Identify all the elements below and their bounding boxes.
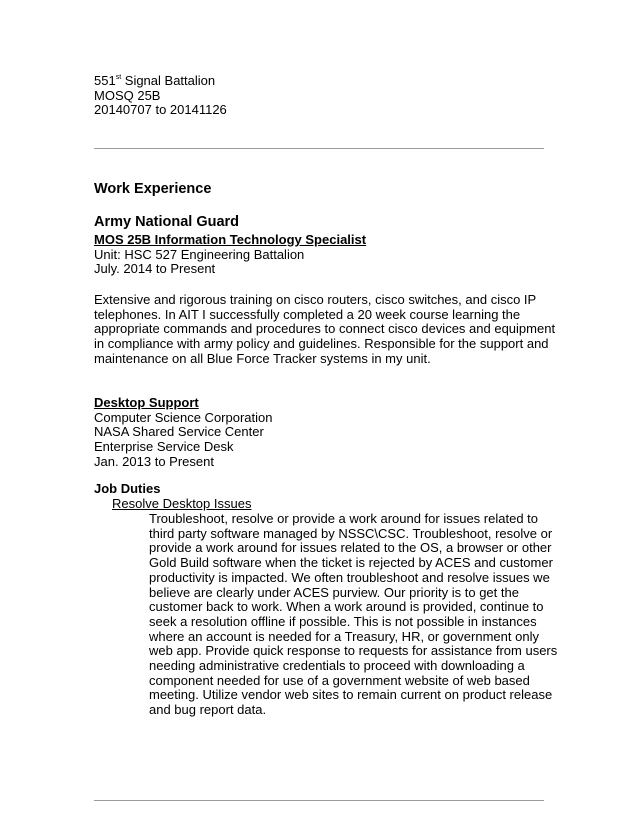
duty-line: Troubleshoot, resolve or provide a work around for issues related to (149, 511, 538, 526)
employer-line: Computer Science Corporation (94, 409, 273, 425)
army-description (94, 293, 555, 367)
army-job-title: MOS 25B Information Technology Specialist (94, 232, 367, 247)
duty-line: third party software managed by NSSC\CSC. Troubleshoot, resolve or (149, 525, 553, 541)
army-unit: Unit: HSC 527 Engineering Battalion (94, 246, 305, 262)
duty-line: productivity is impacted. We often troubleshoot and resolve issues we (149, 569, 550, 585)
duty-line: needing administrative credentials to proceed with downloading a (149, 658, 525, 674)
army-desc-line: telephones. In AIT I successfully completed a 20 week course learning the (94, 306, 521, 322)
army-desc-line: in compliance with army policy and guidelines. Responsible for the support and (94, 336, 549, 352)
duty-line: web app. Provide quick response to requests for assistance from users (149, 643, 558, 659)
duty-line: customer back to work. When a work around is provided, continue to (149, 599, 544, 615)
unit-number: 551 (94, 73, 116, 88)
unit-name: Signal Battalion (121, 73, 216, 88)
duty-line: and bug report data. (149, 702, 267, 718)
duty-line: meeting. Utilize vendor web sites to remain current on product release (149, 687, 553, 703)
divider-top (94, 148, 544, 149)
army-details (94, 233, 366, 277)
header-block (94, 74, 227, 118)
divider-bottom (94, 800, 544, 801)
army-desc-line: maintenance on all Blue Force Tracker systems in my unit. (94, 350, 431, 366)
duty-line: component needed for use of a government website of web based (149, 672, 530, 688)
army-org-heading: Army National Guard (94, 214, 240, 230)
army-desc-line: appropriate commands and procedures to connect cisco devices and equipment (94, 321, 556, 337)
job-duties-heading: Job Duties (94, 481, 161, 496)
employer-line: Enterprise Service Desk (94, 439, 234, 455)
employer-dates: Jan. 2013 to Present (94, 453, 214, 469)
unit-number-suffix: st (115, 73, 122, 81)
mosq-line: MOSQ 25B (94, 87, 161, 103)
duty-title: Resolve Desktop Issues (112, 496, 252, 511)
dates-line: 20140707 to 20141126 (94, 102, 227, 118)
duty-description (149, 512, 557, 718)
duty-line: Gold Build software when the ticket is rejected by ACES and customer (149, 555, 553, 571)
duty-line: believe are clearly under ACES purview. Our priority is to get the (149, 584, 519, 600)
unit-line (94, 74, 227, 89)
work-experience-heading: Work Experience (94, 181, 212, 197)
duty-line: provide a work around for issues related to the OS, a browser or other (149, 540, 552, 556)
army-desc-line: Extensive and rigorous training on cisco routers, cisco switches, and cisco IP (94, 292, 537, 307)
employer-line: NASA Shared Service Center (94, 424, 264, 440)
desktop-support-title: Desktop Support (94, 395, 199, 410)
duty-line: seek a resolution offline if possible. This is not possible in instances (149, 613, 537, 629)
army-dates: July. 2014 to Present (94, 261, 216, 277)
desktop-support-block (94, 396, 272, 470)
duty-line: where an account is needed for a Treasury, HR, or government only (149, 628, 539, 644)
